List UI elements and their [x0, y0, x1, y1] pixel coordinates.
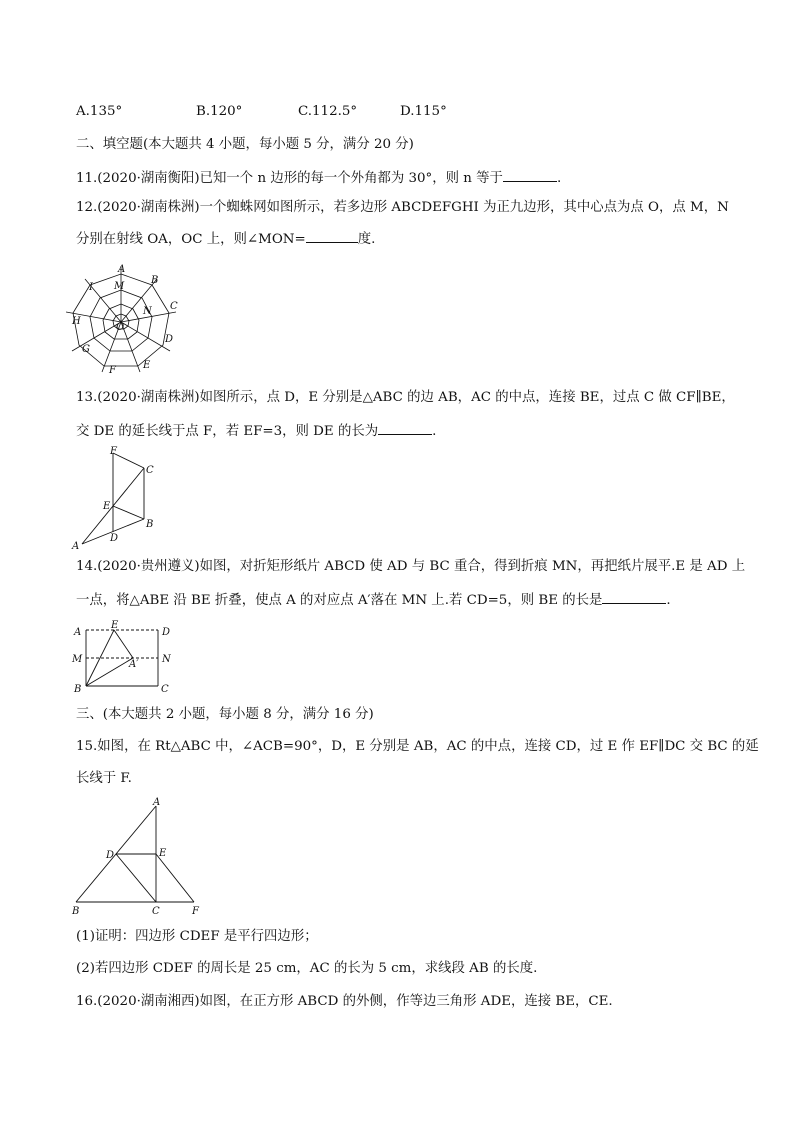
- spider-web-figure: [66, 262, 186, 374]
- q14-line1: 14.(2020·贵州遵义)如图，对折矩形纸片 ABCD 使 AD 与 BC 重合，得到折痕 MN，再把纸片展平.E 是 AD 上: [76, 559, 746, 574]
- fig12-label-a: A: [118, 264, 126, 275]
- q16: 16.(2020·湖南湘西)如图，在正方形 ABCD 的外侧，作等边三角形 ADE，连接 BE，CE.: [76, 994, 613, 1009]
- q10-option-b: B.120°: [196, 104, 243, 119]
- fig12-label-f: F: [109, 365, 116, 374]
- q13-line1: 13.(2020·湖南株洲)如图所示，点 D，E 分别是△ABC 的边 AB，AC 的中点，连接 BE，过点 C 做 CF∥BE，: [76, 390, 735, 405]
- fig14-label-n: N: [162, 654, 171, 665]
- fig12-label-g: G: [82, 344, 90, 355]
- q12-line2: 分别在射线 OA，OC 上，则∠MON=: [76, 232, 306, 247]
- fig15-label-c: C: [152, 906, 160, 917]
- fig14-label-m: M: [72, 654, 83, 665]
- q14-line2-end: .: [666, 593, 671, 608]
- fig12-label-h: H: [72, 316, 81, 327]
- q11-answer-blank[interactable]: [503, 168, 557, 182]
- fig13-label-c: C: [146, 465, 154, 476]
- q13-line2-end: .: [432, 424, 437, 439]
- q11-text: 11.(2020·湖南衡阳)已知一个 n 边形的每一个外角都为 30°，则 n 等于: [76, 171, 503, 186]
- fig12-label-i: I: [89, 282, 93, 293]
- fig13-label-a: A: [72, 541, 80, 551]
- fig15-label-b: B: [72, 906, 80, 917]
- fig12-label-m: M: [114, 281, 125, 292]
- fig12-label-o: O: [116, 322, 125, 333]
- q12-line1: 12.(2020·湖南株洲)一个蜘蛛网如图所示，若多边形 ABCDEFGHI 为正九边形，其中心点为点 O，点 M，N: [76, 200, 729, 215]
- q12-answer-blank[interactable]: [306, 229, 358, 243]
- fig12-label-e: E: [143, 360, 151, 371]
- q11-end: .: [556, 171, 562, 186]
- fig13-label-b: B: [146, 519, 154, 530]
- q13-answer-blank[interactable]: [378, 421, 432, 435]
- q10-option-a: A.135°: [76, 104, 123, 119]
- fig14-label-c: C: [161, 684, 169, 695]
- fig15-label-d: D: [106, 850, 115, 861]
- q14-answer-blank[interactable]: [602, 590, 666, 604]
- q15-line1: 15.如图，在 Rt△ABC 中，∠ACB=90°，D，E 分别是 AB，AC 的中点，连接 CD，过 E 作 EF∥DC 交 BC 的延: [76, 739, 759, 754]
- q15-part1: (1)证明：四边形 CDEF 是平行四边形；: [76, 929, 318, 944]
- q12-line2-end: 度.: [357, 232, 376, 247]
- section2-title: 二、填空题(本大题共 4 小题，每小题 5 分，满分 20 分): [76, 137, 414, 152]
- fig14-label-a: A: [74, 627, 82, 638]
- q15-triangle-figure: [66, 796, 208, 918]
- fig15-label-e: E: [159, 848, 167, 859]
- fig14-label-a-prime: A′: [129, 659, 139, 670]
- q14-line2: 一点，将△ABE 沿 BE 折叠，使点 A 的对应点 A′落在 MN 上.若 CD=5，则 BE 的长是: [76, 593, 603, 608]
- q14-line2-wrap: [76, 590, 671, 610]
- section3-title: 三、(本大题共 2 小题，每小题 8 分，满分 16 分): [76, 707, 374, 722]
- fig13-label-d: D: [110, 533, 119, 544]
- fig13-label-f: F: [110, 446, 117, 457]
- q15-part2: (2)若四边形 CDEF 的周长是 25 cm，AC 的长为 5 cm，求线段 AB 的长度.: [76, 961, 538, 976]
- q14-rectangle-figure: [70, 620, 182, 696]
- q15-line2: 长线于 F.: [76, 771, 132, 786]
- fig15-label-a: A: [153, 797, 161, 808]
- fig12-label-b: B: [151, 275, 159, 286]
- fig12-label-n: N: [143, 306, 152, 317]
- fig12-label-c: C: [170, 301, 178, 312]
- q12-line2-wrap: [76, 229, 375, 249]
- fig14-label-b: B: [74, 684, 82, 695]
- q13-line2-wrap: [76, 421, 436, 441]
- q13-triangle-figure: [68, 443, 164, 551]
- q10-option-d: D.115°: [400, 104, 447, 119]
- fig14-label-d: D: [162, 627, 171, 638]
- fig15-label-f: F: [192, 906, 199, 917]
- q11: [76, 168, 561, 188]
- q10-option-c: C.112.5°: [298, 104, 358, 119]
- q13-line2: 交 DE 的延长线于点 F，若 EF=3，则 DE 的长为: [76, 424, 379, 439]
- fig12-label-d: D: [165, 334, 174, 345]
- fig14-label-e: E: [111, 620, 119, 631]
- fig13-label-e: E: [103, 501, 111, 512]
